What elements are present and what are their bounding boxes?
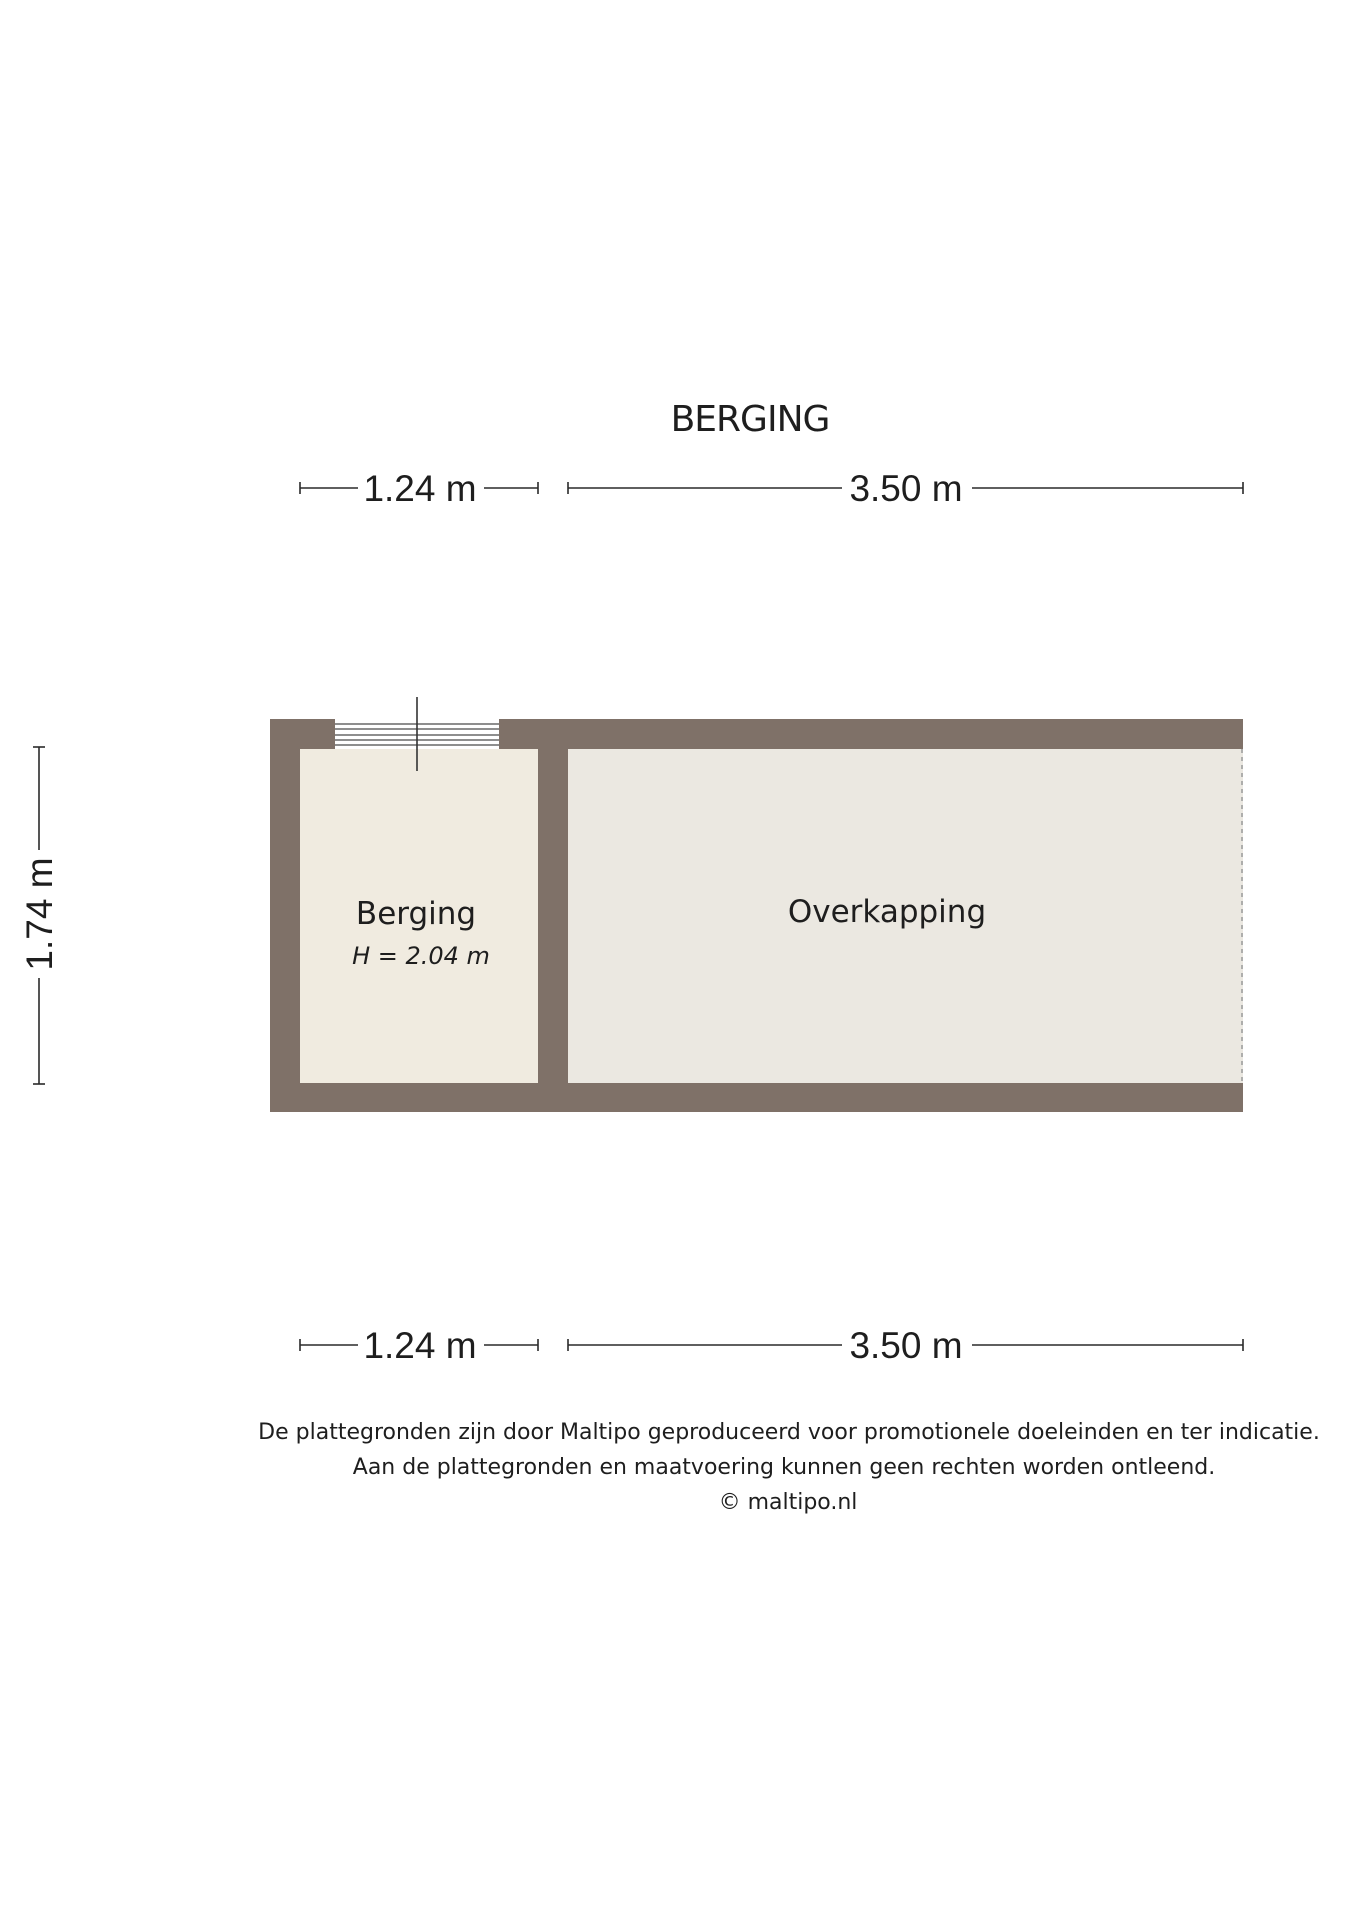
top-dim-label-left: 1.24 m — [363, 468, 477, 509]
side-dimension — [19, 747, 60, 1084]
disclaimer — [258, 1420, 1320, 1515]
plan-title: BERGING — [670, 399, 830, 440]
copyright-notice: © maltipo.nl — [718, 1490, 858, 1515]
disclaimer-line-1: De plattegronden zijn door Maltipo geproduceerd voor promotionele doeleinden en ter indicatie. — [258, 1420, 1320, 1445]
bottom-dimension — [300, 1325, 1243, 1366]
bottom-dim-label-left: 1.24 m — [363, 1325, 477, 1366]
top-dimension — [300, 468, 1243, 509]
side-dim-label: 1.74 m — [19, 857, 60, 971]
room-berging-height: H = 2.04 m — [352, 942, 490, 970]
top-dim-label-right: 3.50 m — [849, 468, 963, 509]
floorplan — [270, 697, 1243, 1112]
bottom-dim-label-right: 3.50 m — [849, 1325, 963, 1366]
room-overkapping-label: Overkapping — [787, 894, 987, 930]
room-berging-label: Berging — [355, 896, 477, 932]
disclaimer-line-2: Aan de plattegronden en maatvoering kunnen geen rechten worden ontleend. — [352, 1455, 1216, 1480]
